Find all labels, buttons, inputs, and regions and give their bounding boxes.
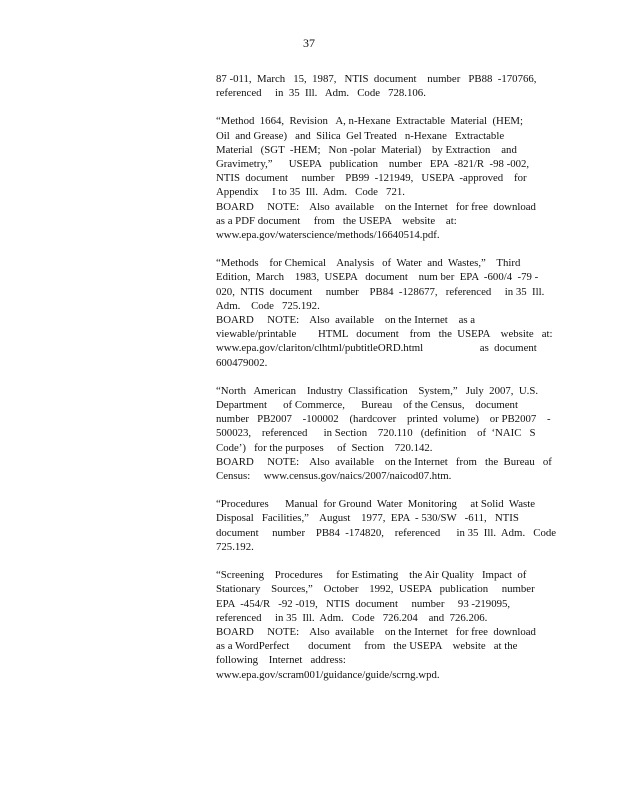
reference-text-line: referenced in 35 Ill. Adm. Code 728.106. (216, 87, 426, 100)
reference-text-line: “Methods for Chemical Analysis of Water and Wastes,” Third (216, 257, 521, 270)
reference-text-line: 020, NTIS document number PB84 -128677, referenced in 35 Ill. (216, 285, 545, 298)
reference-url-link[interactable]: www.epa.gov/scram001/guidance/guide/scrng.wpd. (216, 668, 440, 681)
reference-entry (216, 568, 546, 682)
board-note-line: as a PDF document from the USEPA website at: (216, 214, 457, 227)
page-number: 37 (303, 36, 315, 50)
reference-entry (216, 256, 553, 370)
reference-text-line: Appendix I to 35 Ill. Adm. Code 721. (216, 186, 405, 199)
reference-entry (216, 114, 546, 242)
board-note-line: as a WordPerfect document from the USEPA website at the (216, 640, 518, 653)
reference-url-link[interactable]: www.epa.gov/waterscience/methods/16640514.pdf. (216, 229, 440, 242)
reference-text-line: Stationary Sources,” October 1992, USEPA publication number (216, 583, 535, 596)
references-list (216, 72, 557, 696)
reference-entry (216, 72, 546, 100)
reference-entry (216, 497, 557, 554)
reference-text-line: “Method 1664, Revision A, n-Hexane Extractable Material (HEM; (216, 115, 524, 128)
document-number-line: 600479002. (216, 356, 268, 369)
board-note-line: BOARD NOTE: Also available on the Internet as a (216, 314, 476, 327)
board-note-line: following Internet address: (216, 654, 346, 667)
reference-text-line: “North American Industry Classification System,” July 2007, U.S. (216, 384, 539, 397)
reference-text-line: document number PB84 -174820, referenced in 35 Ill. Adm. Code (216, 526, 557, 539)
reference-text-line: Oil and Grease) and Silica Gel Treated n-Hexane Extractable (216, 129, 505, 142)
reference-url-line[interactable]: www.epa.gov/clariton/clhtml/pubtitleORD.html as document (216, 342, 537, 355)
reference-text-line: 500023, referenced in Section 720.110 (definition of ‘NAIC S (216, 427, 536, 440)
reference-text-line: Material (SGT -HEM; Non -polar Material) by Extraction and (216, 143, 517, 156)
reference-text-line: Disposal Facilities,” August 1977, EPA - 530/SW -611, NTIS (216, 512, 519, 525)
reference-text-line: Gravimetry,” USEPA publication number EPA -821/R -98 -002, (216, 158, 530, 171)
reference-text-line: EPA -454/R -92 -019, NTIS document number 93 -219095, (216, 597, 511, 610)
reference-url-line[interactable]: Census: www.census.gov/naics/2007/naicod07.htm. (216, 470, 452, 483)
reference-text-line: 725.192. (216, 540, 254, 553)
board-note-line: viewable/printable HTML document from the USEPA website at: (216, 328, 553, 341)
board-note-line: BOARD NOTE: Also available on the Internet for free download (216, 200, 536, 213)
reference-entry (216, 384, 552, 483)
reference-text-line: Adm. Code 725.192. (216, 299, 320, 312)
reference-text-line: “Screening Procedures for Estimating the Air Quality Impact of (216, 569, 527, 582)
reference-text-line: “Procedures Manual for Ground Water Monitoring at Solid Waste (216, 498, 536, 511)
board-note-line: BOARD NOTE: Also available on the Internet from the Bureau of (216, 455, 552, 468)
reference-text-line: NTIS document number PB99 -121949, USEPA -approved for (216, 172, 527, 185)
board-note-line: BOARD NOTE: Also available on the Internet for free download (216, 625, 536, 638)
reference-text-line: Department of Commerce, Bureau of the Census, document (216, 399, 518, 412)
reference-text-line: 87 -011, March 15, 1987, NTIS document number PB88 -170766, (216, 73, 537, 85)
reference-text-line: Edition, March 1983, USEPA document num ber EPA -600/4 -79 - (216, 271, 539, 284)
reference-text-line: referenced in 35 Ill. Adm. Code 726.204 and 726.206. (216, 611, 488, 624)
reference-text-line: number PB2007 -100002 (hardcover printed volume) or PB2007 - (216, 413, 551, 426)
reference-text-line: Code’) for the purposes of Section 720.142. (216, 441, 433, 454)
